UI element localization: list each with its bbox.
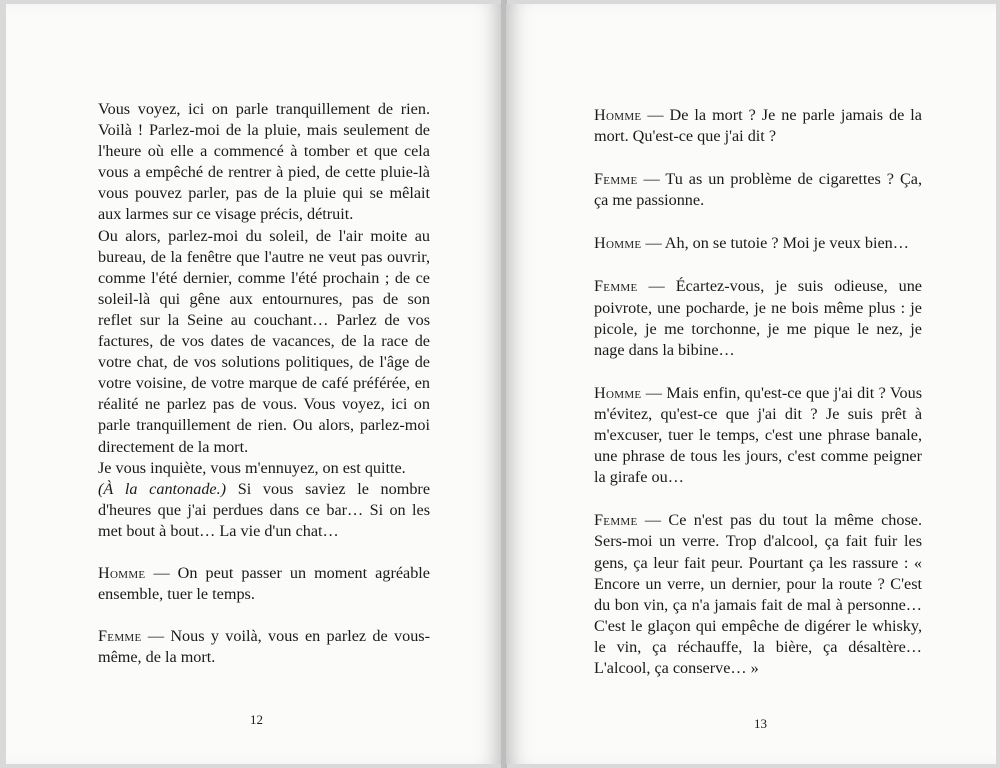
stage-followup: Si vous saviez le nombre d'heures que j'ai perdues dans ce bar… Si on les met bout à bout… La vie d'un chat… bbox=[98, 479, 430, 540]
speaker-name: Femme bbox=[594, 277, 638, 296]
speaker-name: Homme bbox=[594, 383, 642, 402]
monologue-paragraph: Ou alors, parlez-moi du soleil, de l'air moite au bureau, de la fenêtre que l'autre ne veut pas ouvrir, comme l'été dernier, comme l'été prochain ; de ce soleil-là qui gêne aux entournures, pas de son reflet sur la Seine au couchant… Parlez de vos factures, de vos dates de vacances, de la race de votre chat, de vos solutions politiques, de l'âge de votre voisine, de votre marque de café préférée, en réalité ne parlez pas de vous. Vous voyez, ici on parle tranquillement de rien. Ou alors, parlez-moi directement de la mort. bbox=[98, 226, 430, 456]
dialogue-text: — De la mort ? Je ne parle jamais de la mort. Qu'est-ce que j'ai dit ? bbox=[594, 106, 922, 146]
right-page-text bbox=[594, 105, 922, 679]
dialogue-line bbox=[98, 626, 430, 668]
right-page bbox=[506, 4, 996, 764]
dialogue-text: — Nous y voilà, vous en parlez de vous-même, de la mort. bbox=[98, 627, 430, 667]
dialogue-line bbox=[594, 276, 922, 360]
speaker-name: Femme bbox=[98, 627, 142, 646]
dialogue-text: — On peut passer un moment agréable ensemble, tuer le temps. bbox=[98, 563, 430, 604]
dialogue-line bbox=[594, 105, 922, 147]
dialogue-text: — Mais enfin, qu'est-ce que j'ai dit ? Vous m'évitez, qu'est-ce que j'ai dit ? Je suis prêt à m'excuser, tuer le temps, c'est une phrase banale, une phrase de tous les jours, c'est comme peigner la girafe ou… bbox=[594, 383, 922, 487]
stage-paragraph bbox=[98, 479, 430, 542]
dialogue-text: — Tu as un problème de cigarettes ? Ça, ça me passionne. bbox=[594, 170, 922, 210]
left-page bbox=[6, 4, 502, 764]
speaker-name: Homme bbox=[98, 563, 146, 582]
page-number: 13 bbox=[754, 716, 767, 731]
page-number: 12 bbox=[250, 712, 263, 727]
dialogue-line bbox=[594, 233, 922, 254]
dialogue-line bbox=[98, 563, 430, 605]
left-page-text bbox=[98, 99, 430, 668]
monologue-paragraph: Je vous inquiète, vous m'ennuyez, on est quitte. bbox=[98, 458, 406, 477]
dialogue-text: — Écartez-vous, je suis odieuse, une poivrote, une pocharde, je ne bois même plus : je picole, je me torchonne, je me pique le nez, je nage dans la bibine… bbox=[594, 277, 922, 359]
dialogue-text: — Ce n'est pas du tout la même chose. Sers-moi un verre. Trop d'alcool, ça fait fuir les gens, ça leur fait peur. Pourtant ça les rassure : « Encore un verre, un dernier, pour la route ? C'est du bon vin, ça n'a jamais fait de mal à personne… C'est le glaçon qui empêche de digérer le whisky, le vin, ça réchauffe, la bière, ça désaltère… L'alcool, ça conserve… » bbox=[594, 511, 922, 677]
speaker-name: Femme bbox=[594, 511, 638, 530]
stage-direction: (À la cantonade.) bbox=[98, 479, 227, 498]
dialogue-line bbox=[594, 169, 922, 211]
speaker-name: Homme bbox=[594, 106, 642, 124]
dialogue-text: — Ah, on se tutoie ? Moi je veux bien… bbox=[641, 234, 909, 253]
monologue-paragraph: Vous voyez, ici on parle tranquillement de rien. Voilà ! Parlez-moi de la pluie, mais seulement de l'heure où elle a commencé à tomber et que cela vous a empêché de rentrer à pied, de cette pluie-là vous pouvez parler, pas de la pluie qui se mêlait aux larmes sur ce visage précis, détruit. bbox=[98, 100, 430, 224]
speaker-name: Femme bbox=[594, 170, 638, 189]
dialogue-line bbox=[594, 510, 922, 679]
dialogue-line bbox=[594, 383, 922, 488]
speaker-name: Homme bbox=[594, 234, 642, 253]
